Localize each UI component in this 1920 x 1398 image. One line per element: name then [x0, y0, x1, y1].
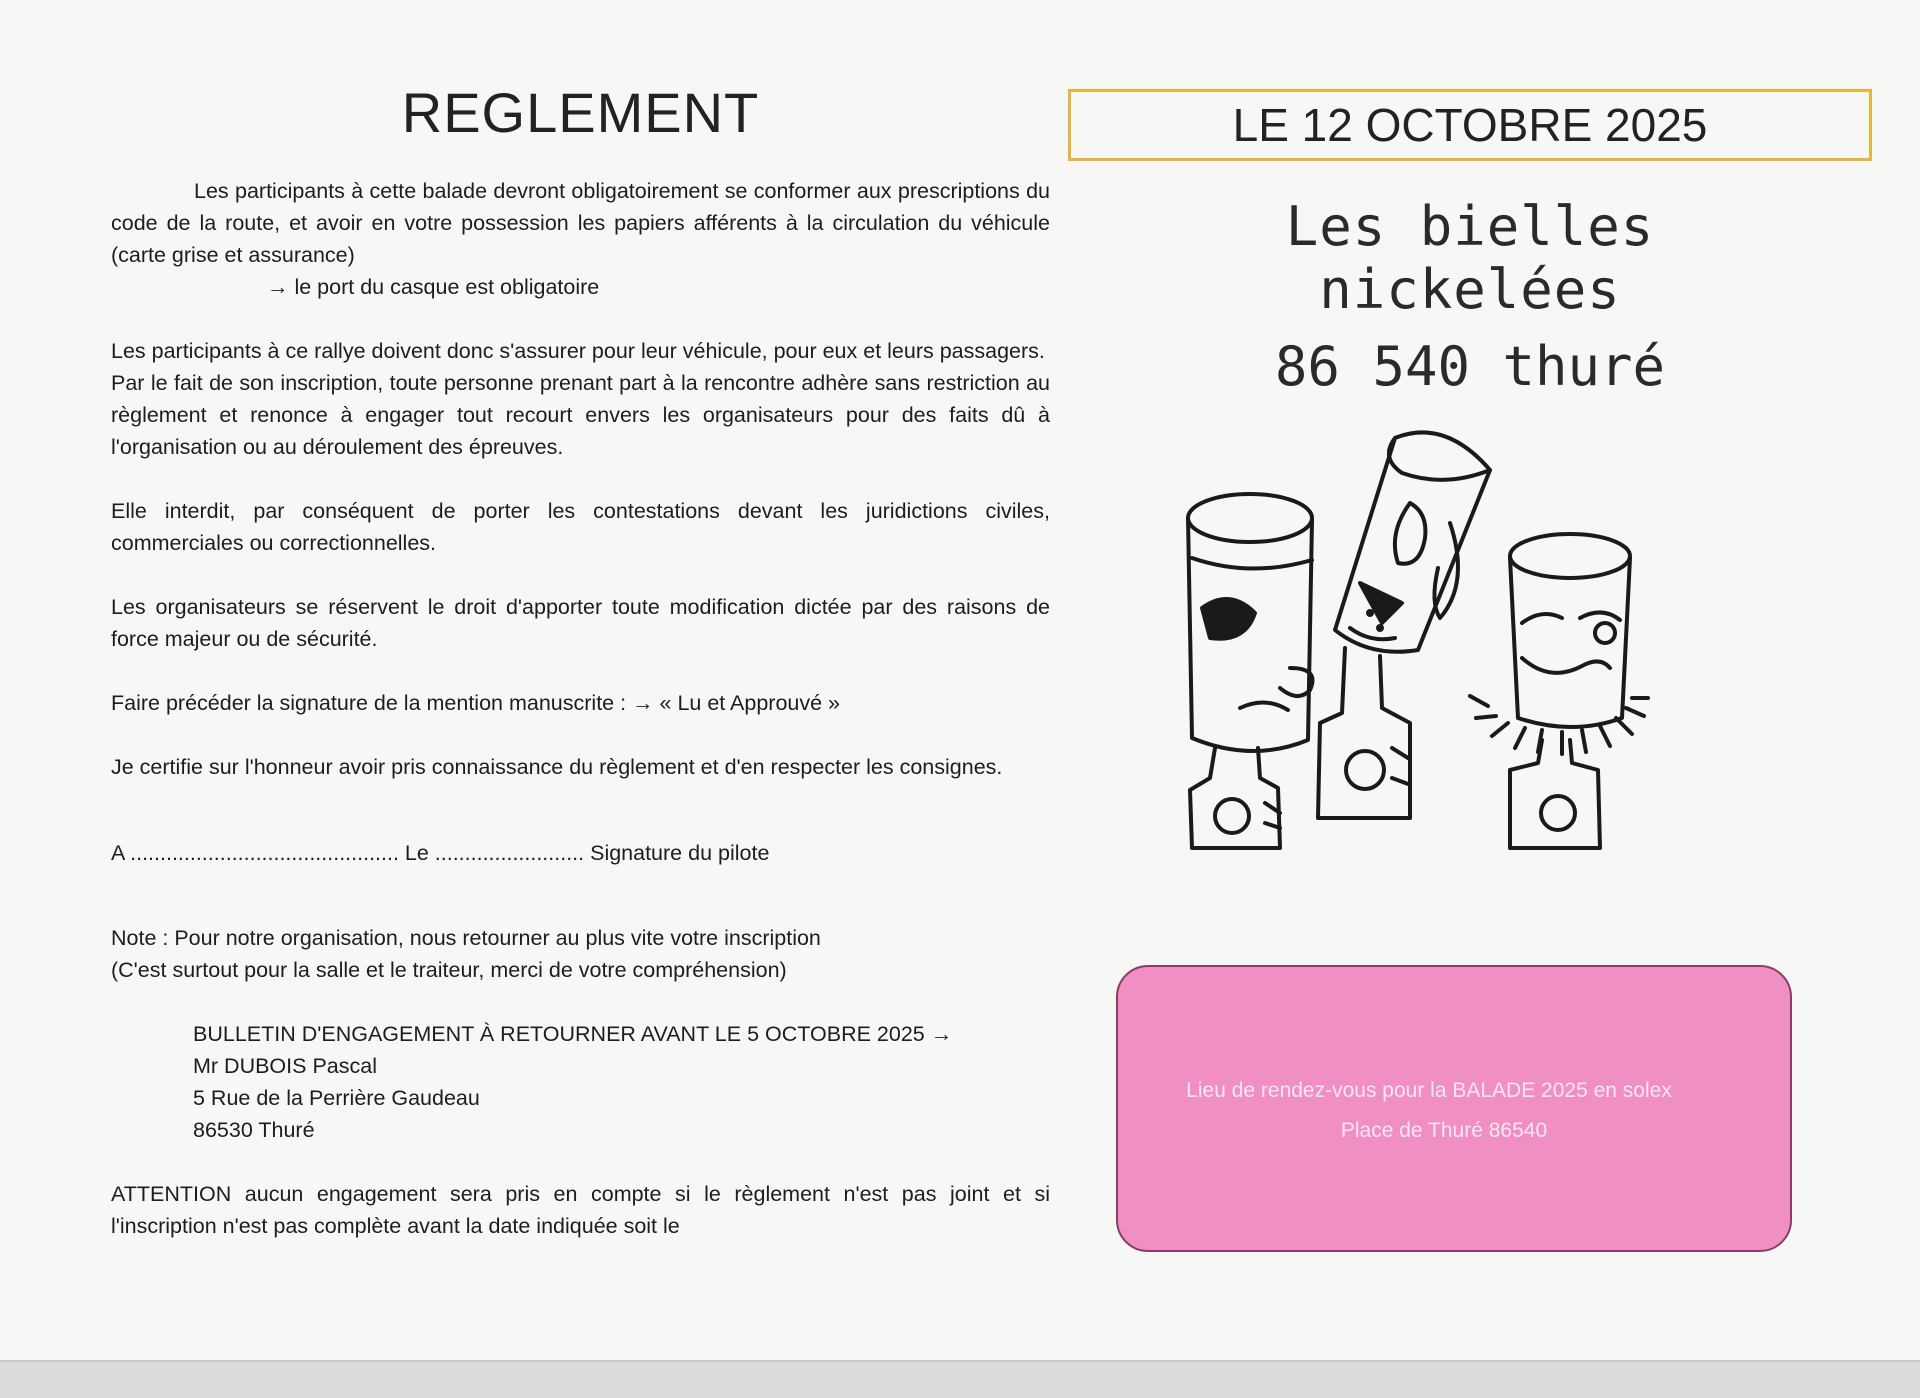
- paragraph-certification: Je certifie sur l'honneur avoir pris connaissance du règlement et d'en respecter les consignes.: [111, 755, 1003, 779]
- attention-paragraph: ATTENTION aucun engagement sera pris en compte si le règlement n'est pas joint et si l'inscription n'est pas complète avant la date indiquée soit le: [111, 1182, 1050, 1238]
- middle-piston-icon: [1318, 432, 1490, 818]
- paragraph-inscription: Par le fait de son inscription, toute personne prenant part à la rencontre adhère sans restriction au règlement et renonce à engager tout recourt envers les organisateurs pour des faits dû à l'organisation ou au déroulement des épreuves.: [111, 371, 1050, 459]
- paragraph-assurance: Les participants à ce rallye doivent donc s'assurer pour leur véhicule, pour eux et leurs passagers.: [111, 339, 1045, 363]
- right-piston-icon: [1470, 534, 1648, 848]
- scan-edge: [0, 1360, 1920, 1398]
- reglement-column: [111, 80, 1050, 1242]
- left-piston-icon: [1188, 494, 1313, 848]
- event-date-box: [1068, 89, 1872, 161]
- rendezvous-line-2: Place de Thuré 86540: [1340, 1119, 1548, 1142]
- note-line-1: Note : Pour notre organisation, nous retourner au plus vite votre inscription: [111, 926, 821, 950]
- note-line-2: (C'est surtout pour la salle et le traiteur, merci de votre compréhension): [111, 958, 787, 982]
- club-name: Les bielles nickelées: [1285, 195, 1655, 321]
- rendezvous-box: [1116, 965, 1792, 1252]
- paragraph-contestations: Elle interdit, par conséquent de porter les contestations devant les juridictions civiles, commerciales ou correctionnelles.: [111, 499, 1050, 555]
- paragraph-mention: Faire précéder la signature de la mention manuscrite : → « Lu et Approuvé »: [111, 691, 841, 715]
- paragraph-code-route: Les participants à cette balade devront obligatoirement se conformer aux prescriptions du code de la route, et avoir en votre possession les papiers afférents à la circulation du véhicule (carte grise et assurance): [111, 179, 1050, 267]
- rendezvous-line-1: Lieu de rendez-vous pour la BALADE 2025 en solex: [1186, 1079, 1672, 1102]
- helmet-requirement: → le port du casque est obligatoire: [267, 275, 600, 299]
- bulletin-heading: BULLETIN D'ENGAGEMENT À RETOURNER AVANT LE 5 OCTOBRE 2025 →: [193, 1022, 953, 1046]
- address-name: Mr DUBOIS Pascal: [193, 1054, 377, 1078]
- club-city: 86 540 thuré: [1274, 335, 1666, 398]
- paragraph-modifications: Les organisateurs se réservent le droit d'apporter toute modification dictée par des raisons de force majeur ou de sécurité.: [111, 595, 1050, 651]
- reglement-title: REGLEMENT: [401, 81, 760, 144]
- signature-line: A ............................................. Le ......................... Signature du pilote: [111, 840, 770, 865]
- address-street: 5 Rue de la Perrière Gaudeau: [193, 1086, 480, 1110]
- three-pistons-illustration: [1170, 418, 1710, 863]
- event-date: LE 12 OCTOBRE 2025: [1232, 99, 1708, 151]
- address-city: 86530 Thuré: [193, 1118, 315, 1142]
